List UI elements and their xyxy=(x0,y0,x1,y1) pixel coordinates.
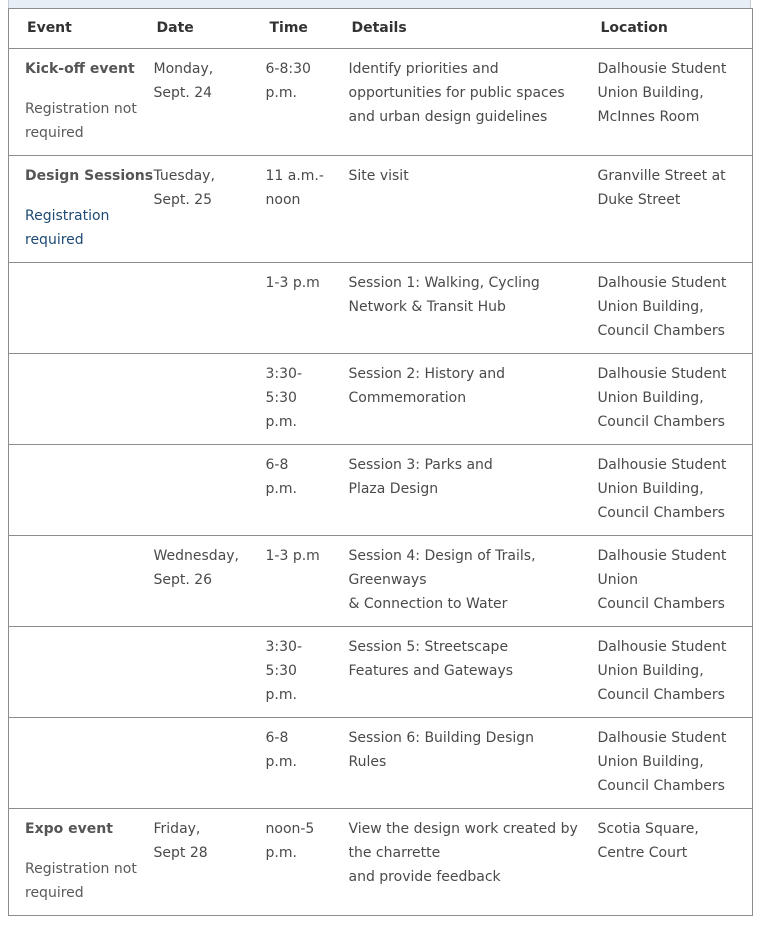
location-line: Dalhousie Student xyxy=(597,457,727,473)
location-line: Union Building, xyxy=(597,85,704,101)
cell-event xyxy=(9,354,154,445)
table-row xyxy=(9,156,753,263)
registration-link[interactable]: Registration required xyxy=(25,208,110,248)
location-line: Dalhousie Student xyxy=(597,61,727,77)
cell-date xyxy=(154,536,266,627)
cell-details xyxy=(349,445,598,536)
time-line: noon xyxy=(265,192,301,208)
cell-location xyxy=(598,809,753,916)
date-line: Sept. 25 xyxy=(153,192,213,208)
cell-date xyxy=(154,49,266,156)
location-line: Council Chambers xyxy=(597,687,725,703)
date-line: Tuesday, xyxy=(153,168,215,184)
cell-date xyxy=(154,718,266,809)
date-line: Wednesday, xyxy=(153,548,240,564)
cell-location xyxy=(598,49,753,156)
time-line: p.m. xyxy=(265,754,297,770)
location-line: Dalhousie Student xyxy=(597,366,727,382)
table-header-row xyxy=(9,9,753,49)
cell-details xyxy=(349,718,598,809)
registration-note: Registration not required xyxy=(25,861,137,901)
time-line: 1-3 p.m xyxy=(265,548,320,564)
date-line: Sept 28 xyxy=(153,845,208,861)
time-line: 3:30- xyxy=(265,639,302,655)
table-row xyxy=(9,627,753,718)
location-line: Centre Court xyxy=(597,845,688,861)
location-line: Duke Street xyxy=(597,192,681,208)
location-line: Scotia Square, xyxy=(597,821,699,837)
details-line: Commemoration xyxy=(348,390,467,406)
cell-location xyxy=(598,627,753,718)
details-line: Session 3: Parks and xyxy=(348,457,493,473)
cell-date xyxy=(154,354,266,445)
cell-details xyxy=(349,627,598,718)
details-line: View the design work created by xyxy=(348,821,578,837)
header-location: Location xyxy=(598,9,753,49)
time-line: 11 a.m.- xyxy=(265,168,324,184)
time-line: p.m. xyxy=(265,687,297,703)
details-line: opportunities for public spaces xyxy=(348,85,565,101)
cell-details xyxy=(349,49,598,156)
details-line: Session 5: Streetscape xyxy=(348,639,509,655)
details-line: & Connection to Water xyxy=(348,596,508,612)
details-line: Session 2: History and xyxy=(348,366,506,382)
details-line: Session 1: Walking, Cycling xyxy=(348,275,540,291)
cell-date xyxy=(154,809,266,916)
cell-time xyxy=(266,354,349,445)
time-line: p.m. xyxy=(265,481,297,497)
date-line: Sept. 26 xyxy=(153,572,213,588)
location-line: Union Building, xyxy=(597,754,704,770)
table-row xyxy=(9,445,753,536)
details-line: and provide feedback xyxy=(348,869,501,885)
cell-location xyxy=(598,156,753,263)
cell-time xyxy=(266,536,349,627)
location-line: Granville Street at xyxy=(597,168,726,184)
location-line: Dalhousie Student xyxy=(597,639,727,655)
location-line: Union xyxy=(597,572,638,588)
header-event: Event xyxy=(9,9,154,49)
cell-details xyxy=(349,156,598,263)
time-line: p.m. xyxy=(265,85,297,101)
location-line: Dalhousie Student xyxy=(597,275,727,291)
cell-event xyxy=(9,718,154,809)
table-row xyxy=(9,49,753,156)
cell-location xyxy=(598,718,753,809)
cell-event xyxy=(9,809,154,916)
date-line: Monday, xyxy=(153,61,214,77)
cell-time xyxy=(266,809,349,916)
table-row xyxy=(9,718,753,809)
cell-details xyxy=(349,354,598,445)
cell-time xyxy=(266,156,349,263)
details-line: Identify priorities and xyxy=(348,61,499,77)
location-line: Union Building, xyxy=(597,481,704,497)
location-line: Council Chambers xyxy=(597,596,725,612)
cell-details xyxy=(349,536,598,627)
time-line: 5:30 xyxy=(265,390,297,406)
location-line: Union Building, xyxy=(597,299,704,315)
location-line: Dalhousie Student xyxy=(597,730,727,746)
cell-date xyxy=(154,445,266,536)
location-line: Union Building, xyxy=(597,390,704,406)
cell-details xyxy=(349,263,598,354)
time-line: 6-8 xyxy=(265,730,289,746)
cell-location xyxy=(598,536,753,627)
table-body xyxy=(9,49,753,916)
header-time: Time xyxy=(266,9,349,49)
details-line: Rules xyxy=(348,754,387,770)
time-line: p.m. xyxy=(265,845,297,861)
table-top-strip xyxy=(8,0,751,8)
cell-event xyxy=(9,156,154,263)
cell-time xyxy=(266,49,349,156)
location-line: Council Chambers xyxy=(597,414,725,430)
event-name: Design Sessions xyxy=(25,168,154,184)
time-line: p.m. xyxy=(265,414,297,430)
header-date: Date xyxy=(154,9,266,49)
time-line: 3:30- xyxy=(265,366,302,382)
cell-time xyxy=(266,263,349,354)
cell-location xyxy=(598,354,753,445)
details-line: Features and Gateways xyxy=(348,663,514,679)
details-line: Greenways xyxy=(348,572,427,588)
cell-event xyxy=(9,536,154,627)
details-line: Site visit xyxy=(348,168,409,184)
table-row xyxy=(9,354,753,445)
date-line: Sept. 24 xyxy=(153,85,213,101)
time-line: 6-8 xyxy=(265,457,289,473)
location-line: Dalhousie Student xyxy=(597,548,727,564)
table-row xyxy=(9,536,753,627)
date-line: Friday, xyxy=(153,821,201,837)
registration-note: Registration not required xyxy=(25,101,137,141)
location-line: Council Chambers xyxy=(597,505,725,521)
cell-time xyxy=(266,627,349,718)
cell-time xyxy=(266,445,349,536)
cell-location xyxy=(598,445,753,536)
time-line: 1-3 p.m xyxy=(265,275,320,291)
location-line: Union Building, xyxy=(597,663,704,679)
cell-event xyxy=(9,49,154,156)
cell-date xyxy=(154,156,266,263)
location-line: McInnes Room xyxy=(597,109,700,125)
event-name: Kick-off event xyxy=(25,61,135,77)
cell-details xyxy=(349,809,598,916)
cell-date xyxy=(154,627,266,718)
cell-location xyxy=(598,263,753,354)
details-line: Session 4: Design of Trails, xyxy=(348,548,536,564)
location-line: Council Chambers xyxy=(597,323,725,339)
cell-event xyxy=(9,445,154,536)
details-line: Session 6: Building Design xyxy=(348,730,535,746)
time-line: noon-5 xyxy=(265,821,315,837)
time-line: 5:30 xyxy=(265,663,297,679)
details-line: the charrette xyxy=(348,845,441,861)
cell-date xyxy=(154,263,266,354)
table-row xyxy=(9,263,753,354)
event-schedule-table xyxy=(8,8,753,916)
details-line: Plaza Design xyxy=(348,481,439,497)
cell-event xyxy=(9,627,154,718)
event-name: Expo event xyxy=(25,821,113,837)
location-line: Council Chambers xyxy=(597,778,725,794)
table-row xyxy=(9,809,753,916)
time-line: 6-8:30 xyxy=(265,61,311,77)
cell-time xyxy=(266,718,349,809)
details-line: and urban design guidelines xyxy=(348,109,548,125)
cell-event xyxy=(9,263,154,354)
header-details: Details xyxy=(349,9,598,49)
details-line: Network & Transit Hub xyxy=(348,299,506,315)
